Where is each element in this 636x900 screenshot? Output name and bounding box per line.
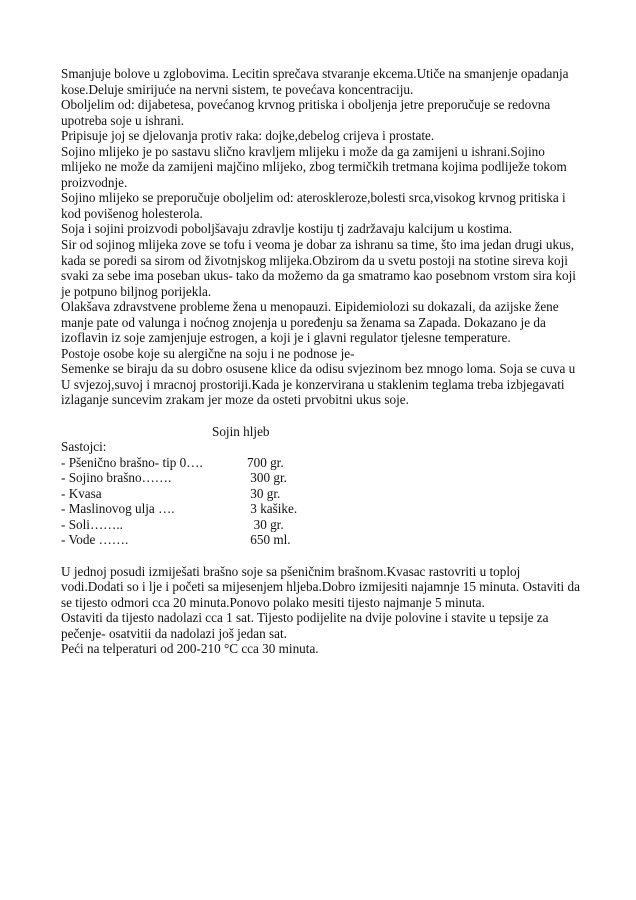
- paragraph-allergy: Postoje osobe koje su alergične na soju i ne podnose je-: [61, 345, 355, 361]
- ingredient-name: - Kvasa: [61, 485, 102, 501]
- ingredient-quantity: 3 kašike.: [247, 501, 298, 517]
- document-page: [61, 66, 581, 657]
- ingredients-list: [61, 455, 581, 548]
- paragraph-menopause: Olakšava zdravstvene probleme žena u menopauzi. Eipidemiolozi su dokazali, da azijske žene manje pate od valunga i noćnog znojenja u poređenju sa ženama sa Zapada. Dokazano je da izoflavin iz soje zamjenjuje estrogen, a koji je i glavni regulator tjelesne temperature.: [61, 299, 559, 346]
- paragraph-storage: Semenke se biraju da su dobro osusene klice da odisu svjezinom bez mnogo loma. Soja se cuva u U svjezoj,suvoj i mracnoj prostoriji.Kada je konzervirana u staklenim teglama treba izbjegavati izlaganje suncevim zrakam jer moze da osteti prvobitni ukus soje.: [61, 361, 576, 408]
- ingredient-row: [61, 486, 581, 502]
- ingredients-heading: Sastojci:: [61, 439, 107, 455]
- ingredient-name: - Maslinovog ulja ….: [61, 501, 175, 517]
- ingredient-quantity: 30 gr.: [247, 516, 284, 532]
- ingredient-row: [61, 517, 581, 533]
- spacer: [61, 408, 581, 424]
- recipe-title: Sojin hljeb: [212, 423, 270, 439]
- ingredient-quantity: 700 gr.: [247, 454, 284, 470]
- ingredient-row: [61, 455, 581, 471]
- paragraph-diabetes: Oboljelim od: dijabetesa, povećanog krvnog pritiska i oboljenja jetre preporučuje se redovna upotreba soje u ishrani.: [61, 97, 551, 128]
- ingredient-name: - Vode …….: [61, 532, 129, 548]
- ingredient-name: - Sojino brašno…….: [61, 470, 172, 486]
- ingredient-quantity: 650 ml.: [247, 532, 291, 548]
- paragraph-bones: Soja i sojini proizvodi poboljšavaju zdravlje kostiju tj zadržavaju kalcijum u kostima.: [61, 221, 513, 237]
- ingredient-quantity: 30 gr.: [247, 485, 281, 501]
- instruction-rising: Ostaviti da tijesto nadolazi cca 1 sat. Tijesto podijelite na dvije polovine i stavite u tepsije za pečenje- osatvitii da nadolazi još jedan sat.: [61, 610, 549, 641]
- ingredient-row: [61, 532, 581, 548]
- paragraph-tofu: Sir od sojinog mlijeka zove se tofu i veoma je dobar za ishranu sa time, što ima jedan drugi ukus, kada se poredi sa sirom od životnjskog mlijeka.Obzirom da u svetu postoji na stotine sireva koji svaki za sebe ima poseban ukus- tako da možemo da ga smatramo kao posebnom vrstom sira koji je potpuno biljnog porijekla.: [61, 237, 576, 299]
- paragraph-cancer: Pripisuje joj se djelovanja protiv raka: dojke,debelog crijeva i prostate.: [61, 128, 435, 144]
- ingredient-name: - Pšenično brašno- tip 0….: [61, 454, 203, 470]
- ingredient-row: [61, 470, 581, 486]
- instruction-mixing: U jednoj posudi izmiješati brašno soje sa pšeničnim brašnom.Kvasac rastovriti u toploj vodi.Dodati so i lje i početi sa mijesenjem hljeba.Dobro izmijesiti najamnje 15 minuta. Ostaviti da se tijesto odmori cca 20 minuta.Ponovo polako mesiti tijesto najmanje 5 minuta.: [61, 563, 580, 610]
- spacer: [61, 548, 581, 564]
- paragraph-benefits-joints: Smanjuje bolove u zglobovima. Lecitin sprečava stvaranje ekcema.Utiče na smanjenje opadanja kose.Deluje smirijuće na nervni sistem, te povećava koncentraciju.: [61, 66, 569, 97]
- paragraph-soy-milk-recommendation: Sojino mlijeko se preporučuje oboljelim od: ateroskleroze,bolesti srca,visokog krvnog pritiska i kod povišenog holesterola.: [61, 190, 566, 221]
- ingredient-row: [61, 501, 581, 517]
- instruction-baking: Peći na telperaturi od 200-210 °C cca 30 minuta.: [61, 641, 319, 657]
- ingredient-name: - Soli……..: [61, 516, 123, 532]
- ingredient-quantity: 300 gr.: [247, 470, 287, 486]
- paragraph-soy-milk: Sojino mlijeko je po sastavu slično kravljem mlijeku i može da ga zamijeni u ishrani.Sojino mlijeko ne može da zamijeni majčino mlijeko, zbog termičkih tretmana kojima podliježe tokom proizvodnje.: [61, 143, 567, 190]
